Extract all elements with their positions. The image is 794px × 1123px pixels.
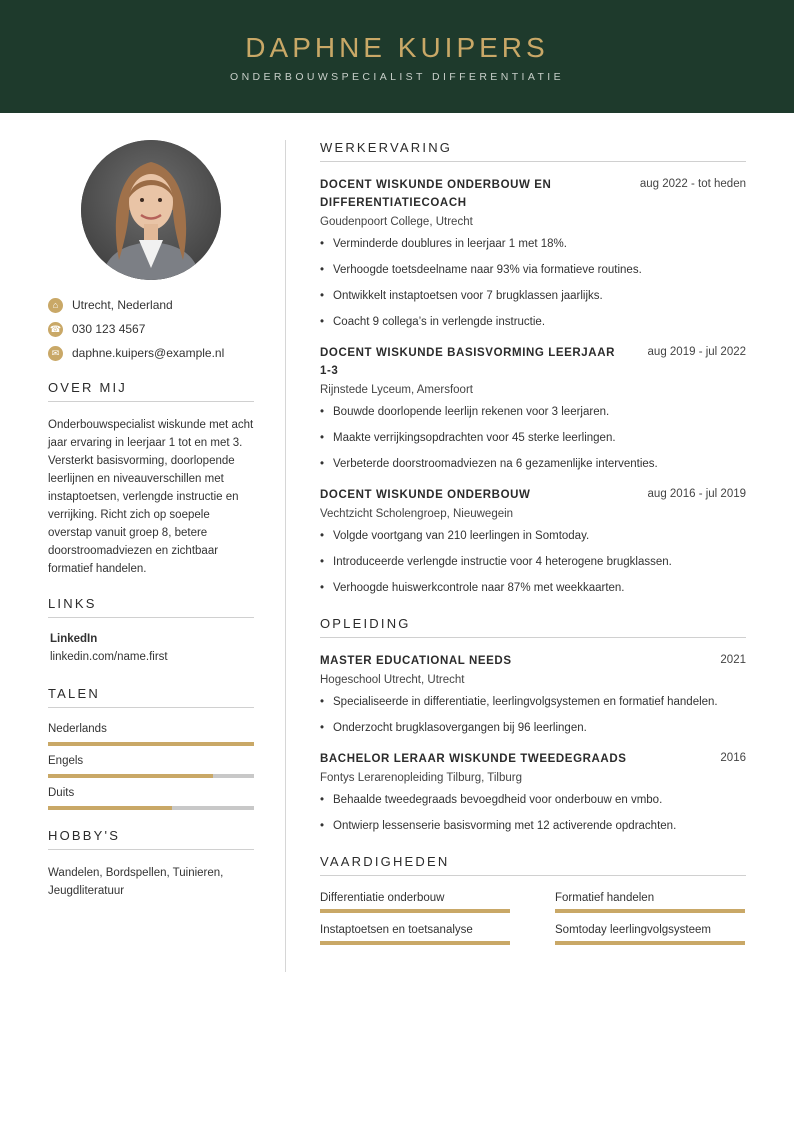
degree-title: MASTER EDUCATIONAL NEEDS bbox=[320, 655, 512, 667]
language-name: Nederlands bbox=[48, 723, 107, 735]
phone-icon: ☎ bbox=[48, 322, 63, 337]
job-company: Goudenpoort College, Utrecht bbox=[320, 216, 473, 228]
language-name: Engels bbox=[48, 755, 84, 767]
hobbies-text: Wandelen, Bordspellen, Tuinieren, Jeugdliteratuur bbox=[48, 867, 224, 897]
job-date: aug 2019 - jul 2022 bbox=[647, 346, 746, 358]
language-bar bbox=[48, 742, 254, 746]
skill-bar bbox=[555, 941, 745, 945]
school-name: Hogeschool Utrecht, Utrecht bbox=[320, 674, 465, 686]
header-banner bbox=[0, 0, 794, 113]
about-text: Onderbouwspecialist wiskunde met acht jaar ervaring in leerjaar 1 tot en met 3. Versterkt basisvorming, doorlopende leerlijnen en niveauverschillen met instaptoetsen, verlengde instructie en verrijking. Richt zich op soepele overstap vanuit groep 8, betere doorstroomadviezen en zichtbaar formatief handelen. bbox=[48, 419, 254, 575]
candidate-title: ONDERBOUWSPECIALIST DIFFERENTIATIE bbox=[230, 71, 564, 83]
column-divider bbox=[285, 140, 286, 972]
mail-icon: ✉ bbox=[48, 346, 63, 361]
section-divider bbox=[48, 849, 254, 850]
language-bar-fill bbox=[48, 742, 254, 746]
section-divider bbox=[320, 875, 746, 876]
section-heading-education: OPLEIDING bbox=[320, 616, 411, 631]
skill-bar bbox=[320, 909, 510, 913]
section-heading-hobbies: HOBBY'S bbox=[48, 828, 121, 843]
section-heading-links: LINKS bbox=[48, 596, 97, 611]
school-name: Fontys Lerarenopleiding Tilburg, Tilburg bbox=[320, 772, 523, 784]
section-heading-skills: VAARDIGHEDEN bbox=[320, 854, 450, 869]
job-date: aug 2022 - tot heden bbox=[639, 178, 746, 190]
language-bar-fill bbox=[48, 806, 172, 810]
section-divider bbox=[48, 401, 254, 402]
candidate-name: DAPHNE KUIPERS bbox=[245, 32, 549, 63]
profile-photo bbox=[81, 140, 221, 280]
skill-bar bbox=[320, 941, 510, 945]
section-heading-about: OVER MIJ bbox=[48, 380, 127, 395]
section-heading-experience: WERKERVARING bbox=[320, 140, 453, 155]
job-company: Rijnstede Lyceum, Amersfoort bbox=[320, 384, 473, 396]
degree-date: 2016 bbox=[720, 752, 746, 764]
job-title: DOCENT WISKUNDE ONDERBOUW bbox=[320, 489, 531, 501]
language-bar bbox=[48, 806, 254, 810]
language-bar-fill bbox=[48, 774, 213, 778]
section-divider bbox=[48, 617, 254, 618]
job-date: aug 2016 - jul 2019 bbox=[647, 488, 746, 500]
degree-title: BACHELOR LERAAR WISKUNDE TWEEDEGRAADS bbox=[320, 753, 627, 765]
section-divider bbox=[320, 637, 746, 638]
link-linkedin[interactable]: linkedin.com/name.first bbox=[50, 651, 168, 663]
job-title: DOCENT WISKUNDE ONDERBOUW EN DIFFERENTIATIECOACH bbox=[320, 179, 552, 209]
avatar bbox=[81, 140, 221, 280]
section-divider bbox=[48, 707, 254, 708]
job-company: Vechtzicht Scholengroep, Nieuwegein bbox=[320, 508, 514, 520]
language-name: Duits bbox=[48, 787, 75, 799]
skill-bar bbox=[555, 909, 745, 913]
language-bar bbox=[48, 774, 254, 778]
home-icon: ⌂ bbox=[48, 298, 63, 313]
degree-date: 2021 bbox=[720, 654, 746, 666]
link-label-linkedin: LinkedIn bbox=[50, 633, 98, 645]
section-heading-languages: TALEN bbox=[48, 686, 100, 701]
job-title: DOCENT WISKUNDE BASISVORMING LEERJAAR 1-3 bbox=[320, 347, 616, 377]
section-divider bbox=[320, 161, 746, 162]
